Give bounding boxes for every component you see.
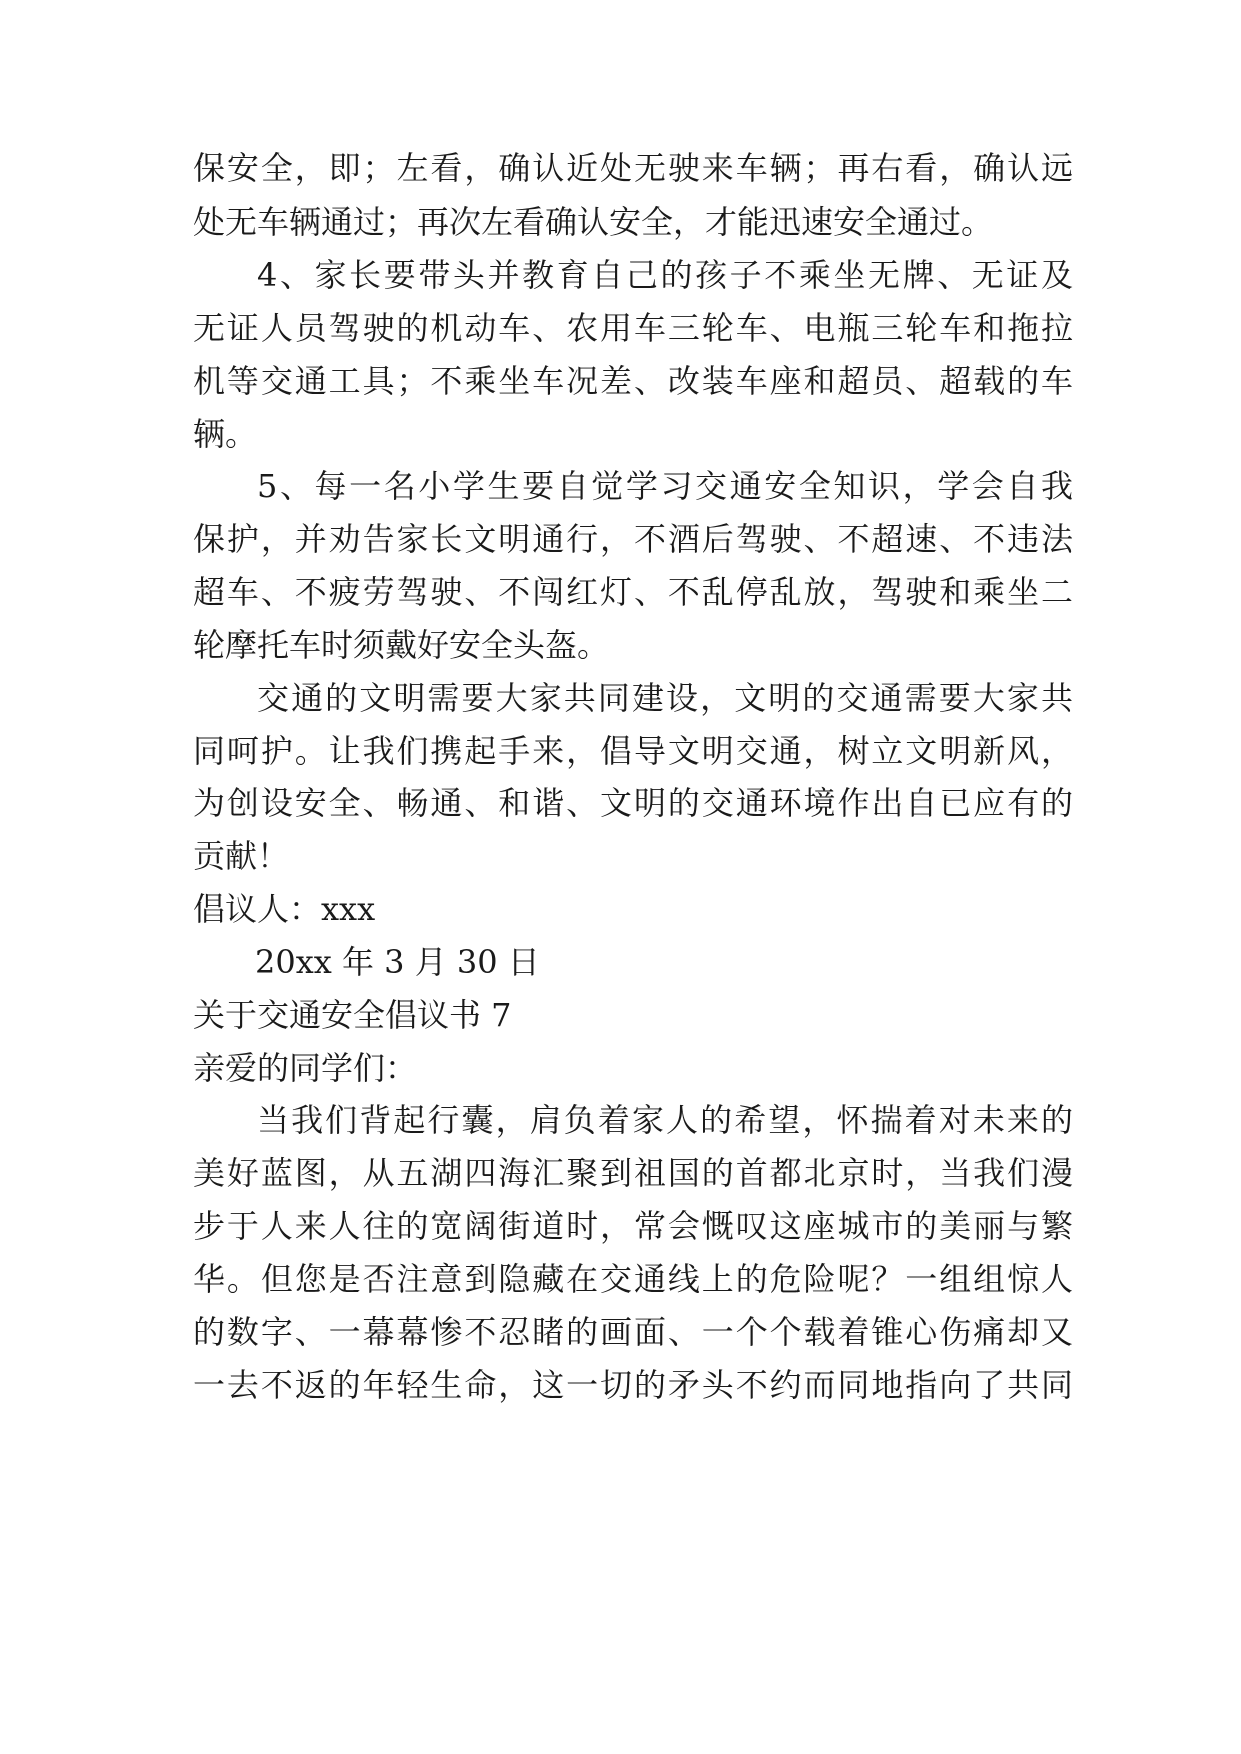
text-line: 处无车辆通过；再次左看确认安全，才能迅速安全通过。	[193, 203, 994, 241]
text-line: 保护，并劝告家长文明通行，不酒后驾驶、不超速、不违法	[193, 520, 1073, 558]
text-line: 同呵护。让我们携起手来，倡导文明交通，树立文明新风，	[193, 732, 1073, 770]
text-line: 的数字、一幕幕惨不忍睹的画面、一个个载着锥心伤痛却又	[193, 1313, 1073, 1351]
text-line: 交通的文明需要大家共同建设，文明的交通需要大家共	[257, 679, 1073, 717]
text-line: 一去不返的年轻生命，这一切的矛头不约而同地指向了共同	[193, 1366, 1073, 1404]
text-line: 步于人来人往的宽阔街道时，常会慨叹这座城市的美丽与繁	[193, 1207, 1073, 1245]
text-line: 保安全，即；左看，确认近处无驶来车辆；再右看，确认远	[193, 149, 1073, 187]
text-line: 4、家长要带头并教育自己的孩子不乘坐无牌、无证及	[257, 256, 1073, 294]
section-title: 关于交通安全倡议书 7	[193, 996, 512, 1034]
text-line: 为创设安全、畅通、和谐、文明的交通环境作出自已应有的	[193, 784, 1073, 822]
text-line: 辆。	[193, 415, 258, 453]
text-line: 无证人员驾驶的机动车、农用车三轮车、电瓶三轮车和拖拉	[193, 309, 1073, 347]
text-line: 美好蓝图，从五湖四海汇聚到祖国的首都北京时，当我们漫	[193, 1154, 1073, 1192]
signature-line: 倡议人：xxx	[193, 890, 376, 928]
text-line: 贡献！	[193, 837, 290, 875]
salutation: 亲爱的同学们：	[193, 1049, 418, 1087]
text-line: 华。但您是否注意到隐藏在交通线上的危险呢？一组组惊人	[193, 1260, 1073, 1298]
text-line: 5、每一名小学生要自觉学习交通安全知识，学会自我	[257, 467, 1073, 505]
date-line: 20xx 年 3 月 30 日	[255, 943, 540, 981]
text-line: 超车、不疲劳驾驶、不闯红灯、不乱停乱放，驾驶和乘坐二	[193, 573, 1073, 611]
text-line: 当我们背起行囊，肩负着家人的希望，怀揣着对未来的	[257, 1101, 1073, 1139]
text-line: 机等交通工具；不乘坐车况差、改装车座和超员、超载的车	[193, 362, 1073, 400]
text-line: 轮摩托车时须戴好安全头盔。	[193, 626, 610, 664]
